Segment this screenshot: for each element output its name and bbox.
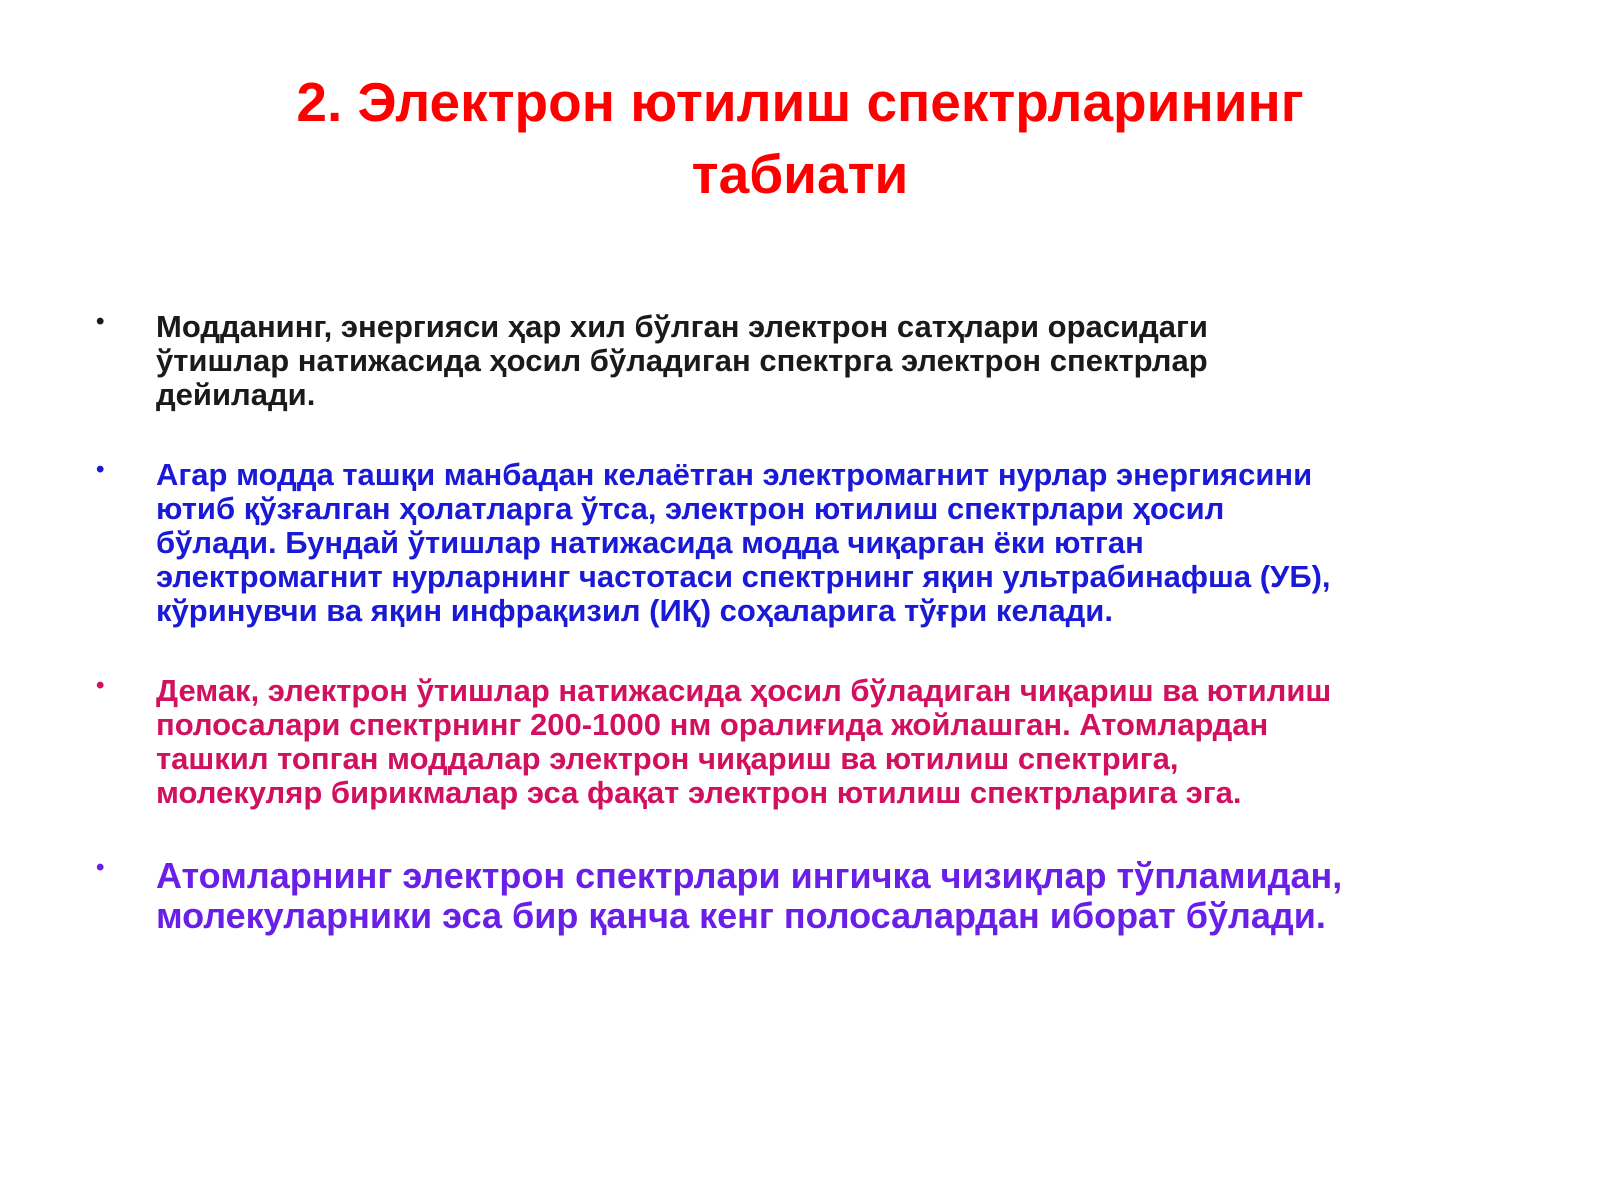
bullet-marker: • bbox=[96, 456, 105, 483]
bullet-text-line: Атомларнинг электрон спектрлари ингичка чизиқлар тўпламидан, bbox=[156, 855, 1343, 896]
bullet-text-line: ўтишлар натижасида ҳосил бўладиган спектрга электрон спектрлар bbox=[156, 343, 1208, 378]
bullet-text-line: электромагнит нурларнинг частотаси спектрнинг яқин ультрабинафша (УБ), bbox=[156, 559, 1331, 594]
bullet-text-line: дейилади. bbox=[156, 377, 316, 412]
slide-title-line-1: 2. Электрон ютилиш спектрларининг bbox=[296, 71, 1304, 133]
bullet-marker: • bbox=[96, 308, 105, 335]
bullet-text-line: Демак, электрон ўтишлар натижасида ҳосил бўладиган чиқариш ва ютилиш bbox=[156, 673, 1332, 708]
slide-title-line-2: табиати bbox=[691, 143, 909, 205]
bullet-text-line: бўлади. Бундай ўтишлар натижасида модда чиқарган ёки ютган bbox=[156, 525, 1144, 560]
bullet-item-electron-spectra-definition bbox=[96, 310, 1516, 412]
bullet-list bbox=[96, 310, 1516, 936]
bullet-item-atomic-molecular-spectra bbox=[96, 856, 1516, 936]
bullet-marker: • bbox=[96, 854, 105, 881]
bullet-text-line: ташкил топган моддалар электрон чиқариш ва ютилиш спектрига, bbox=[156, 741, 1179, 776]
bullet-item-absorption-spectra bbox=[96, 458, 1516, 628]
bullet-text-line: ютиб қўзғалган ҳолатларга ўтса, электрон ютилиш спектрлари ҳосил bbox=[156, 491, 1225, 526]
bullet-text-line: Агар модда ташқи манбадан келаётган электромагнит нурлар энергиясини bbox=[156, 457, 1313, 492]
bullet-text-line: полосалари спектрнинг 200-1000 нм оралиғида жойлашган. Атомлардан bbox=[156, 707, 1269, 742]
bullet-text-line: кўринувчи ва яқин инфрақизил (ИҚ) соҳаларига тўғри келади. bbox=[156, 593, 1113, 628]
bullet-text-line: молекуляр бирикмалар эса фақат электрон ютилиш спектрларига эга. bbox=[156, 775, 1242, 810]
slide-title bbox=[100, 66, 1500, 210]
bullet-text-line: Модданинг, энергияси ҳар хил бўлган электрон сатҳлари орасидаги bbox=[156, 309, 1208, 344]
bullet-marker: • bbox=[96, 672, 105, 699]
bullet-text-line: молекуларники эса бир қанча кенг полосалардан иборат бўлади. bbox=[156, 895, 1326, 936]
bullet-item-wavelength-range bbox=[96, 674, 1516, 810]
